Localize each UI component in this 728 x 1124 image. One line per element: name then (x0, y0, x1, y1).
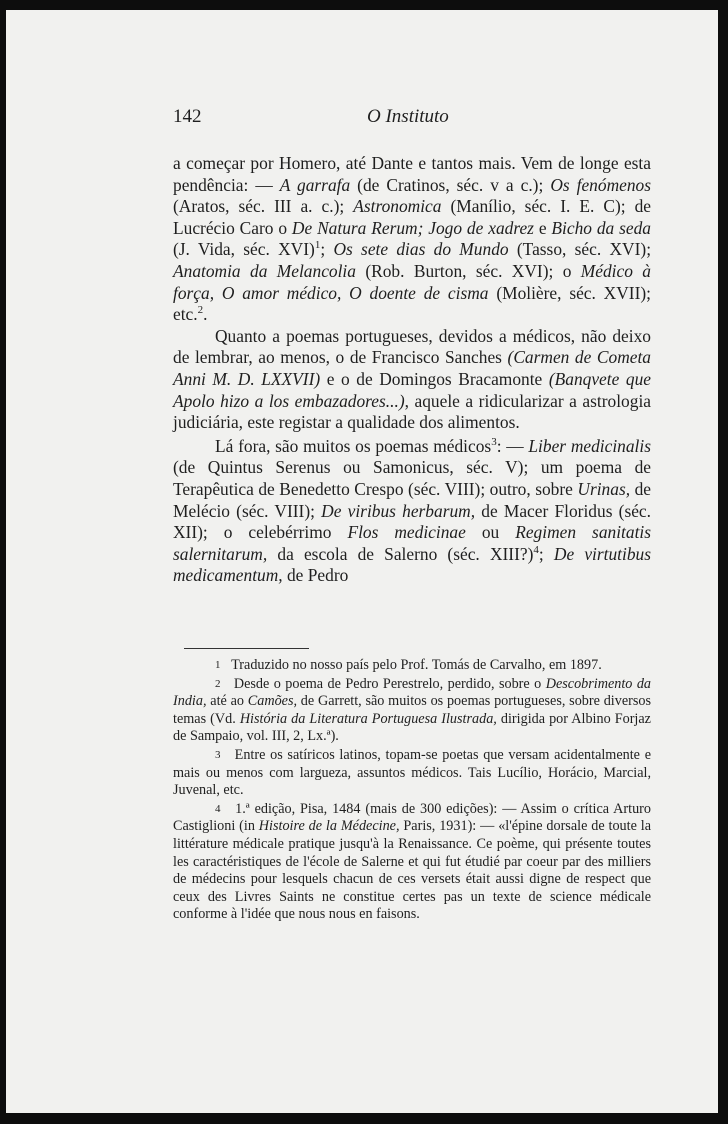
footnote-ref-3: 3 (491, 435, 497, 448)
footnote-ref-4: 4 (533, 543, 539, 556)
book-page (6, 10, 718, 1113)
paragraph-3: Lá fora, são muitos os poemas médicos$^3$: — Liber medicinalis (de Quintus Serenus ou Samonicus, séc. V); um poema de Terapêutica de Benedetto Crespo (séc. VIII); outro, sobre Urinas, de Melécio (séc. VIII); De viribus herbarum, de Macer Floridus (séc. XII); o celebérrimo Flos medicinae ou Regimen sanitatis salernitarum, da escola de Salerno (séc. XIII?)$^4$; De virtutibus medicamentum, de Pedro (173, 435, 651, 586)
footnote-divider (184, 648, 309, 649)
footnotes (173, 657, 651, 925)
footnote-ref-2: 2 (197, 304, 204, 317)
paragraph-1: a começar por Homero, até Dante e tantos mais. Vem de longe esta pendência: — A garrafa (de Cratinos, séc. v a c.); Os fenómenos (Aratos, séc. III a. c.); Astronomica (Manílio, séc. I. E. C); de Lucrécio Caro o De Natura Rerum; Jogo de xadrez e Bicho da seda (J. Vida, séc. XVI)$^1$; Os sete dias do Mundo (Tasso, séc. XVI); Anatomia da Melancolia (Rob. Burton, séc. XVI); o Médico à força, O amor médico, O doente de cisma (Molière, séc. XVII); etc.$^2$. (173, 153, 652, 325)
page-header (6, 106, 718, 130)
main-text (173, 153, 651, 587)
page-number: 142 (173, 106, 202, 127)
running-title: O Instituto (367, 106, 449, 127)
footnote-ref-1: 1 (314, 239, 321, 252)
footnote-3: 3 Entre os satíricos latinos, topam-se poetas que versam acidentalmente e mais ou menos com largueza, assuntos médicos. Tais Lucílio, Horácio, Marcial, Juvenal, etc. (173, 746, 651, 799)
footnote-2: 2 Desde o poema de Pedro Perestrelo, perdido, sobre o Descobrimento da India, até ao Camões, de Garrett, são muitos os poemas portugueses, sobre diversos temas (Vd. História da Literatura Portuguesa Ilustrada, dirigida por Albino Forjaz de Sampaio, vol. III, 2, Lx.ª). (173, 675, 652, 745)
footnote-1: 1 Traduzido no nosso país pelo Prof. Tomás de Carvalho, em 1897. (215, 657, 602, 673)
footnote-4: 4 1.ª edição, Pisa, 1484 (mais de 300 edições): — Assim o crítica Arturo Castiglioni (in Histoire de la Médecine, Paris, 1931): — «l'épine dorsale de toute la littérature médicale pratique jusqu'à la Renaissance. Ce poème, qui présente toutes les caractéristiques de l'école de Salerne et qui fut étudié par coeur par des milliers de médecins pour lesquels chacun de ces versets était aussi digne de respect que ceux des Livres Saints ne constitue certes pas un texte de science médicale conforme à l'idée que nous nous en faisons. (173, 800, 652, 923)
paragraph-2: Quanto a poemas portugueses, devidos a médicos, não deixo de lembrar, ao menos, o de Francisco Sanches (Carmen de Cometa Anni M. D. LXXVII) e o de Domingos Bracamonte (Banqvete que Apolo hizo a los embazadores...), aquele a ridicularizar a astrologia judiciária, este registar a qualidade dos alimentos. (173, 325, 651, 433)
